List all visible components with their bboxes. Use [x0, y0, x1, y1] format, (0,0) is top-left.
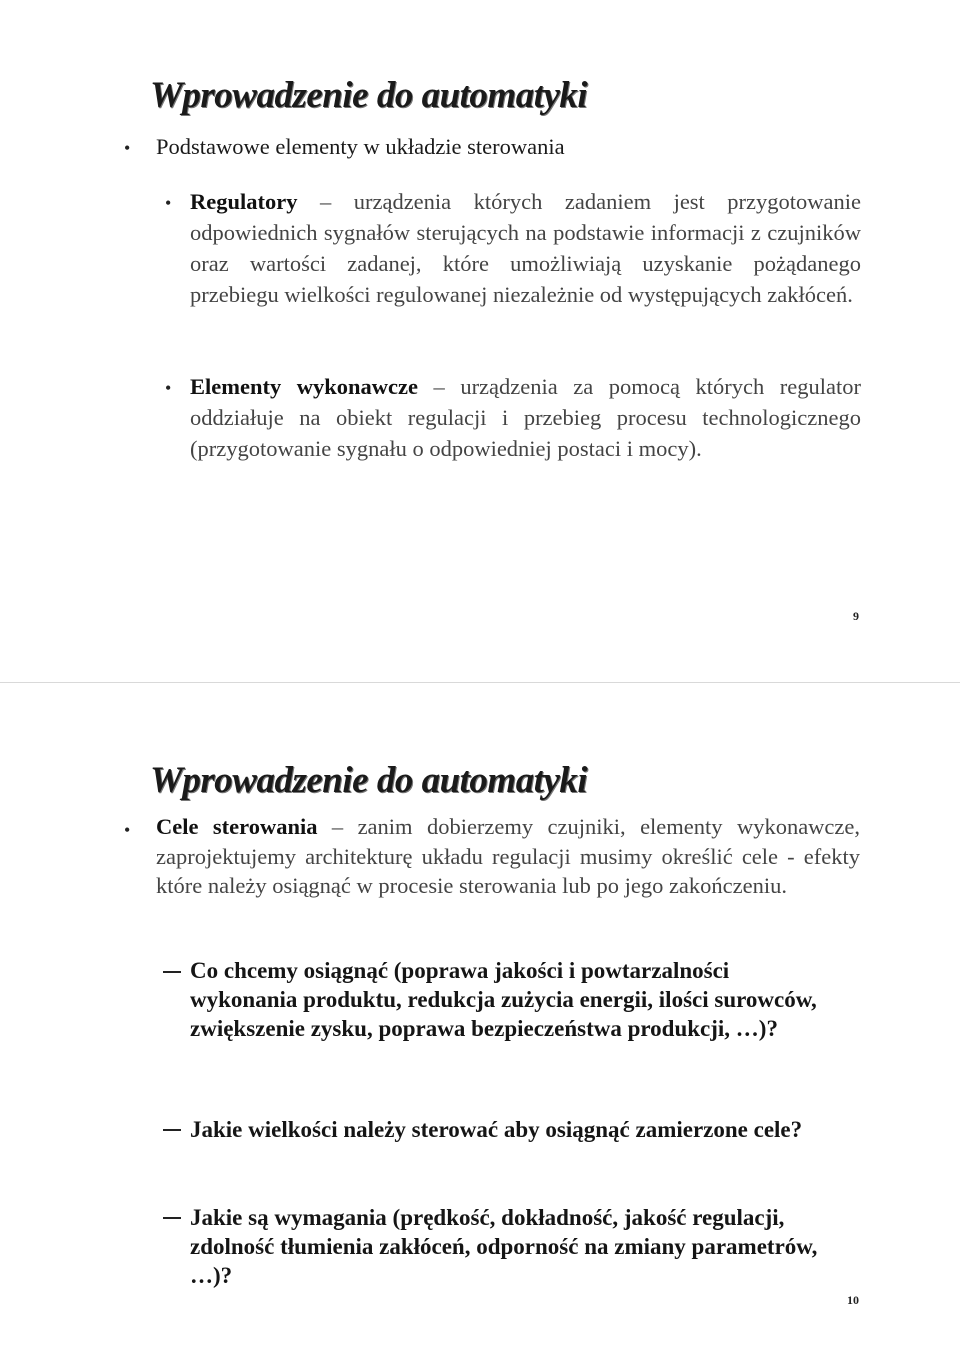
- slide-title: Wprowadzenie do automatyki: [150, 75, 588, 116]
- item-term: Regulatory: [190, 189, 298, 214]
- slide-heading: [156, 131, 856, 162]
- page-number: 9: [853, 609, 859, 623]
- question-item: Jakie są wymagania (prędkość, dokładność, jakość regulacji, zdolność tłumienia zakłóceń, odporność na zmiany parametrów, …)?: [190, 1205, 818, 1288]
- list-item: [190, 371, 861, 464]
- bullet-icon: •: [165, 193, 172, 213]
- intro-text: zanim dobierzemy czujniki, elementy wykonawcze, zaprojektujemy architekturę układu regulacji musimy określić cele - efekty które należy osiągnąć w procesie sterowania lub po jego zakończeniu.: [156, 814, 861, 898]
- bullet-icon: •: [124, 138, 131, 158]
- slide-10: [0, 683, 960, 1367]
- list-item: [190, 186, 861, 310]
- item-dash: –: [433, 374, 445, 399]
- bullet-icon: •: [165, 378, 172, 398]
- slide-9: [0, 0, 960, 683]
- heading-text: Podstawowe elementy w układzie sterowania: [156, 134, 565, 159]
- item-dash: –: [319, 189, 332, 214]
- intro-paragraph: [156, 812, 860, 901]
- dash-icon: [163, 971, 181, 973]
- slide-title: Wprowadzenie do automatyki: [150, 760, 588, 801]
- item-text: urządzenia za pomocą których regulator oddziałuje na obiekt regulacji i przebieg procesu technologicznego (przygotowanie sygnału o odpowiedniej postaci i mocy).: [190, 374, 861, 461]
- intro-term: Cele sterowania: [156, 814, 318, 839]
- item-text: urządzenia których zadaniem jest przygotowanie odpowiednich sygnałów sterujących na podstawie informacji z czujników oraz wartości zadanej, które umożliwiają uzyskanie pożądanego przebiegu wielkości regulowanej niezależnie od występujących zakłóceń.: [190, 189, 862, 307]
- question-item: Co chcemy osiągnąć (poprawa jakości i powtarzalności wykonania produktu, redukcja zużycia energii, ilości surowców, zwiększenie zysku, poprawa bezpieczeństwa produkcji, …)?: [190, 958, 817, 1041]
- page-number: 10: [847, 1293, 859, 1307]
- question-item: Jakie wielkości należy sterować aby osiągnąć zamierzone cele?: [190, 1117, 803, 1142]
- dash-icon: [163, 1129, 181, 1131]
- intro-dash: –: [331, 814, 344, 839]
- item-term: Elementy wykonawcze: [190, 374, 418, 399]
- dash-icon: [163, 1217, 181, 1219]
- bullet-icon: •: [124, 820, 131, 840]
